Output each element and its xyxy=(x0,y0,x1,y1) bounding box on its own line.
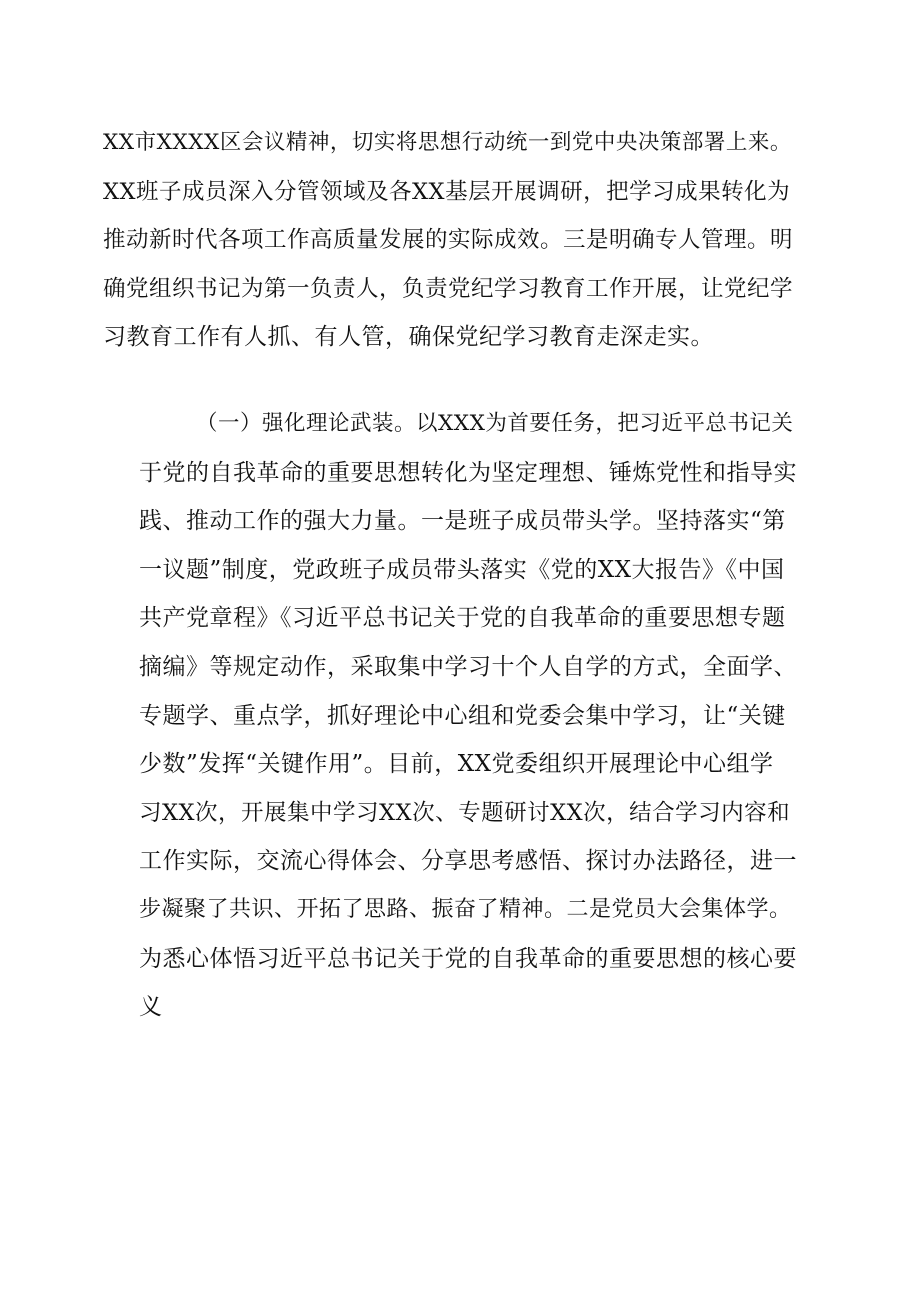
text-line: XX市XXXX区会议精神，切实将思想行动统一到党中央决策部署上来。 xyxy=(103,130,792,155)
text-line: 为悉心体悟习近平总书记关于党的自我革命的重要思想的核心要 xyxy=(139,945,797,972)
text-line: 专题学、重点学，抓好理论中心组和党委会集中学习，让“关键 xyxy=(139,702,786,729)
text-line: 于党的自我革命的重要思想转化为坚定理想、锤炼党性和指导实 xyxy=(139,459,797,486)
text-line: 习教育工作有人抓、有人管，确保党纪学习教育走深走实。 xyxy=(103,324,714,351)
text-line: 一议题”制度，党政班子成员带头落实《党的XX大报告》《中国 xyxy=(139,556,785,583)
section-heading-line: （一）强化理论武装。以XXX为首要任务，把习近平总书记关 xyxy=(196,411,794,436)
text-line: 共产党章程》《习近平总书记关于党的自我革命的重要思想专题 xyxy=(139,605,786,632)
text-line: 少数”发挥“关键作用”。目前，XX党委组织开展理论中心组学 xyxy=(139,751,774,778)
body-paragraph-1 xyxy=(103,119,803,362)
body-paragraph-2 xyxy=(103,400,803,1032)
text-line: 确党组织书记为第一负责人，负责党纪学习教育工作开展，让党纪学 xyxy=(103,275,794,302)
text-line: 习XX次，开展集中学习XX次、专题研讨XX次，结合学习内容和 xyxy=(139,799,791,826)
text-line: 践、推动工作的强大力量。一是班子成员带头学。坚持落实“第 xyxy=(139,508,786,535)
text-line: 步凝聚了共识、开拓了思路、振奋了精神。二是党员大会集体学。 xyxy=(139,896,792,922)
text-line: 摘编》等规定动作，采取集中学习十个人自学的方式，全面学、 xyxy=(139,653,797,680)
text-line: 义 xyxy=(139,994,163,1021)
text-line: 工作实际，交流心得体会、分享思考感悟、探讨办法路径，进一 xyxy=(139,848,797,875)
text-line: 推动新时代各项工作高质量发展的实际成效。三是明确专人管理。明 xyxy=(103,227,794,254)
text-line: XX班子成员深入分管领域及各XX基层开展调研，把学习成果转化为 xyxy=(103,178,791,205)
